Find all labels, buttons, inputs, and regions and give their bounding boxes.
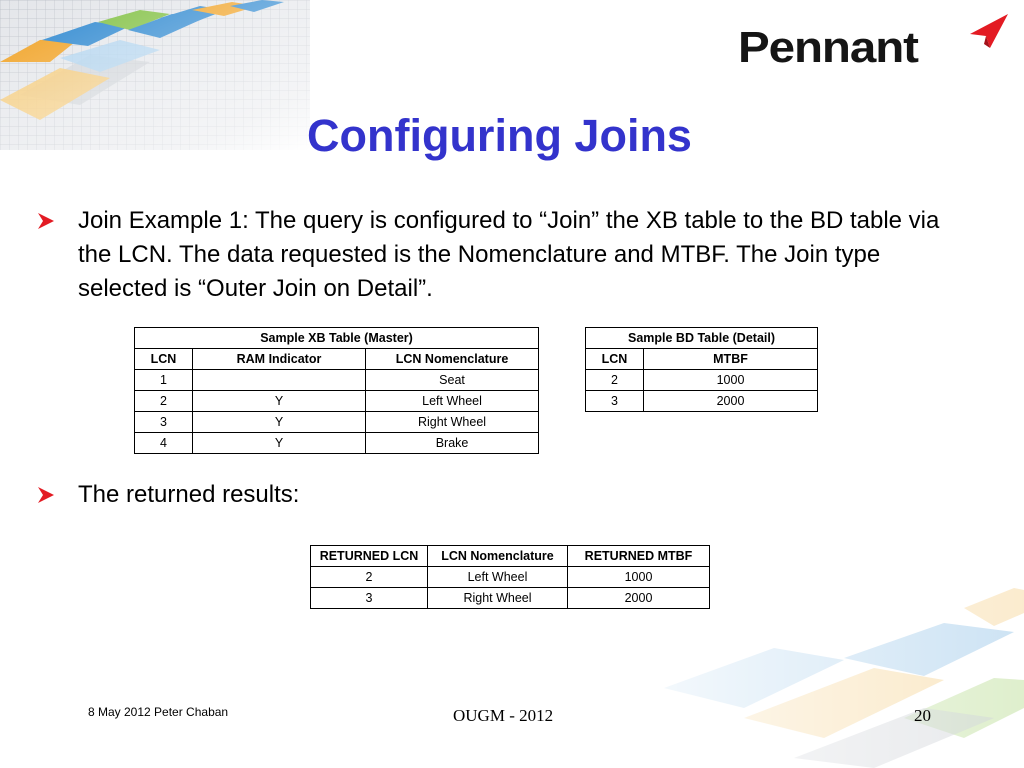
table-cell: Seat <box>366 370 539 391</box>
table-cell: 4 <box>135 433 193 454</box>
logo-wordmark: Pennant <box>738 23 918 72</box>
table-cell: 2 <box>311 567 428 588</box>
table-row <box>135 370 539 391</box>
result-header-returned-lcn: RETURNED LCN <box>311 546 428 567</box>
table-cell: 1000 <box>568 567 710 588</box>
bd-header-lcn: LCN <box>586 349 644 370</box>
table-cell: 3 <box>586 391 644 412</box>
table-cell: Y <box>193 433 366 454</box>
table-row <box>311 588 710 609</box>
table-row <box>586 370 818 391</box>
table-cell: 2 <box>586 370 644 391</box>
bd-detail-table <box>585 327 818 412</box>
xb-header-lcn: LCN <box>135 349 193 370</box>
bullet-join-example <box>38 204 958 314</box>
table-cell: 2000 <box>568 588 710 609</box>
bd-table-caption: Sample BD Table (Detail) <box>586 328 818 349</box>
table-row <box>135 433 539 454</box>
table-cell: 2 <box>135 391 193 412</box>
result-header-lcn-nomenclature: LCN Nomenclature <box>428 546 568 567</box>
returned-results-table <box>310 545 710 609</box>
table-cell <box>193 370 366 391</box>
corner-decoration-top-left <box>0 0 310 150</box>
footer-event: OUGM - 2012 <box>453 706 554 725</box>
bullet-text: The returned results: <box>78 481 300 508</box>
table-cell: Y <box>193 412 366 433</box>
xb-table-caption: Sample XB Table (Master) <box>135 328 539 349</box>
bullet-arrow-icon <box>38 487 54 503</box>
table-cell: 3 <box>311 588 428 609</box>
bd-header-mtbf: MTBF <box>644 349 818 370</box>
table-cell: Left Wheel <box>366 391 539 412</box>
bullet-arrow-icon <box>38 213 54 229</box>
xb-master-table <box>134 327 539 454</box>
table-cell: 2000 <box>644 391 818 412</box>
table-cell: Brake <box>366 433 539 454</box>
xb-header-ram-indicator: RAM Indicator <box>193 349 366 370</box>
table-row <box>586 391 818 412</box>
table-cell: Right Wheel <box>366 412 539 433</box>
table-cell: Right Wheel <box>428 588 568 609</box>
bullet-returned-results <box>38 478 538 514</box>
page-number: 20 <box>914 706 931 725</box>
footer-date-author: 8 May 2012 Peter Chaban <box>88 705 229 719</box>
table-cell: 1 <box>135 370 193 391</box>
table-cell: 3 <box>135 412 193 433</box>
pennant-logo <box>738 14 1008 72</box>
table-cell: Y <box>193 391 366 412</box>
pennant-flag-icon <box>970 14 1008 48</box>
bullet-text: Join Example 1: The query is configured to “Join” the XB table to the BD table via the LCN. The data requested is the Nomenclature and MTBF. The Join type selected is “Outer Join on Detail”. <box>78 207 940 302</box>
result-header-returned-mtbf: RETURNED MTBF <box>568 546 710 567</box>
table-row <box>135 412 539 433</box>
table-row <box>135 391 539 412</box>
table-cell: 1000 <box>644 370 818 391</box>
slide-title: Configuring Joins <box>307 110 692 161</box>
table-cell: Left Wheel <box>428 567 568 588</box>
table-row <box>311 567 710 588</box>
xb-header-lcn-nomenclature: LCN Nomenclature <box>366 349 539 370</box>
